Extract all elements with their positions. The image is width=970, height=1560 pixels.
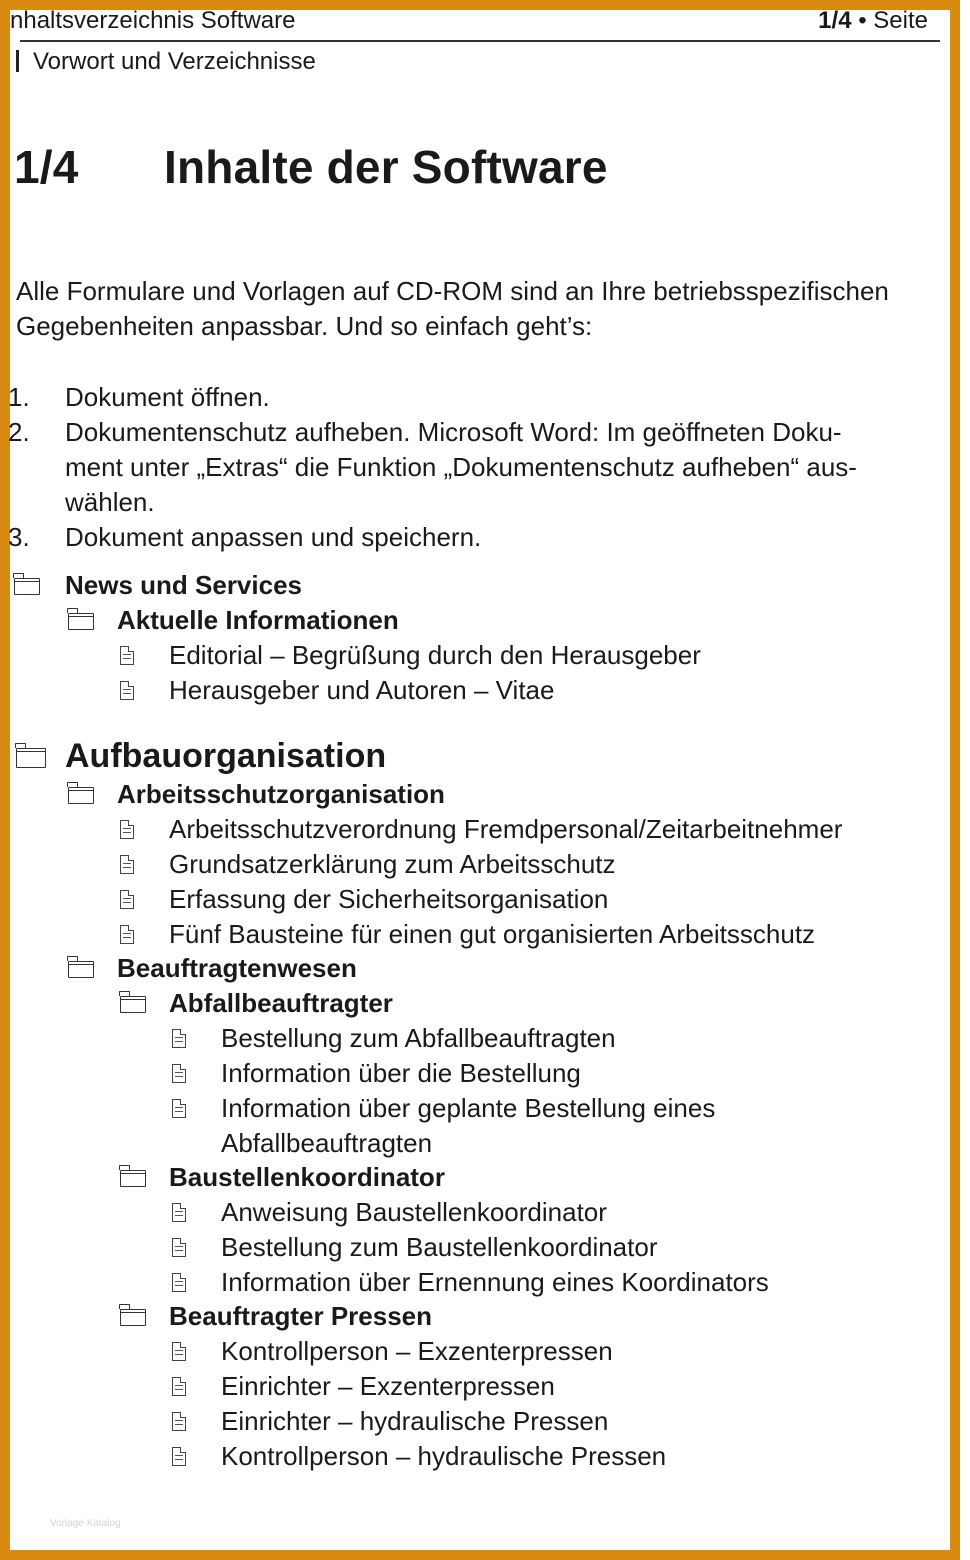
document-icon bbox=[172, 1273, 186, 1292]
folder-icon bbox=[120, 1170, 146, 1187]
tree-document: Information über die Bestellung bbox=[221, 1058, 581, 1088]
document-icon bbox=[172, 1203, 186, 1222]
tree-folder-beauftragten: Beauftragtenwesen bbox=[117, 953, 357, 983]
step-number: 3. bbox=[8, 522, 30, 552]
tree-document: Information über geplante Bestellung eines bbox=[221, 1093, 716, 1123]
tree-document: Grundsatzerklärung zum Arbeitsschutz bbox=[169, 849, 616, 879]
tree-folder-pressen: Beauftragter Pressen bbox=[169, 1301, 432, 1331]
step-text: Dokument öffnen. bbox=[65, 382, 270, 412]
document-icon bbox=[172, 1377, 186, 1396]
tree-folder-aufbau: Aufbauorganisation bbox=[65, 737, 387, 775]
step-number: 2. bbox=[8, 417, 30, 447]
section-bar bbox=[16, 50, 19, 72]
header-rule bbox=[20, 40, 940, 42]
tree-folder-arbeitsschutz: Arbeitsschutzorganisation bbox=[117, 779, 445, 809]
tree-document: Bestellung zum Baustellenkoordinator bbox=[221, 1232, 658, 1262]
running-header-page bbox=[818, 4, 928, 38]
step-number: 1. bbox=[8, 382, 30, 412]
tree-document: Arbeitsschutzverordnung Fremdpersonal/Zeitarbeitnehmer bbox=[169, 814, 843, 844]
document-icon bbox=[120, 681, 134, 700]
document-icon bbox=[120, 820, 134, 839]
document-icon bbox=[120, 646, 134, 665]
tree-document: Information über Ernennung eines Koordinators bbox=[221, 1267, 769, 1297]
tree-folder-baustelle: Baustellenkoordinator bbox=[169, 1162, 445, 1192]
intro-line: Gegebenheiten anpassbar. Und so einfach geht’s: bbox=[16, 311, 593, 341]
running-header bbox=[10, 4, 940, 38]
folder-icon bbox=[14, 578, 40, 595]
document-icon bbox=[120, 890, 134, 909]
document-icon bbox=[120, 925, 134, 944]
tree-folder-abfall: Abfallbeauftragter bbox=[169, 988, 393, 1018]
tree-document: Erfassung der Sicherheitsorganisation bbox=[169, 884, 609, 914]
step-item bbox=[8, 380, 970, 415]
step-text: Dokumentenschutz aufheben. Microsoft Word: Im geöffneten Doku- bbox=[65, 417, 842, 447]
tree-document: Einrichter – hydraulische Pressen bbox=[221, 1406, 609, 1436]
step-text: wählen. bbox=[65, 487, 155, 517]
chapter-heading bbox=[14, 140, 608, 194]
running-header-page-label: • Seite bbox=[851, 7, 928, 34]
tree-document: Fünf Bausteine für einen gut organisierten Arbeitsschutz bbox=[169, 919, 816, 949]
document-icon bbox=[172, 1342, 186, 1361]
running-header-title: nhaltsverzeichnis Software bbox=[10, 7, 296, 34]
document-icon bbox=[172, 1447, 186, 1466]
steps-list bbox=[8, 380, 970, 555]
intro-line: Alle Formulare und Vorlagen auf CD-ROM sind an Ihre betriebsspezifischen bbox=[16, 276, 889, 306]
tree-document: Editorial – Begrüßung durch den Herausgeber bbox=[169, 640, 701, 670]
folder-icon bbox=[68, 961, 94, 978]
folder-icon bbox=[68, 787, 94, 804]
tree-document-continuation: Abfallbeauftragten bbox=[221, 1128, 433, 1158]
document-icon bbox=[172, 1064, 186, 1083]
intro-paragraph bbox=[16, 274, 966, 344]
tree-document: Bestellung zum Abfallbeauftragten bbox=[221, 1023, 616, 1053]
folder-icon bbox=[16, 748, 46, 768]
tree-folder-news: News und Services bbox=[65, 570, 302, 600]
tree-document: Herausgeber und Autoren – Vitae bbox=[169, 675, 555, 705]
step-item bbox=[8, 415, 970, 520]
section-label: Vorwort und Verzeichnisse bbox=[33, 48, 316, 75]
document-icon bbox=[172, 1412, 186, 1431]
section-title bbox=[16, 48, 316, 76]
tree-document: Einrichter – Exzenterpressen bbox=[221, 1371, 555, 1401]
chapter-title: Inhalte der Software bbox=[164, 141, 608, 193]
tree-document: Kontrollperson – hydraulische Pressen bbox=[221, 1441, 667, 1471]
document-page bbox=[8, 7, 940, 1540]
folder-icon bbox=[120, 1309, 146, 1326]
folder-icon bbox=[68, 613, 94, 630]
step-item bbox=[8, 520, 970, 555]
step-text: Dokument anpassen und speichern. bbox=[65, 522, 482, 552]
step-text: ment unter „Extras“ die Funktion „Dokumentenschutz aufheben“ aus- bbox=[65, 452, 857, 482]
watermark: Vorlage Katalog bbox=[50, 1518, 121, 1529]
chapter-number: 1/4 bbox=[14, 141, 79, 193]
document-icon bbox=[172, 1029, 186, 1048]
tree-folder-aktuelle: Aktuelle Informationen bbox=[117, 605, 399, 635]
document-icon bbox=[120, 855, 134, 874]
document-icon bbox=[172, 1238, 186, 1257]
tree-document: Kontrollperson – Exzenterpressen bbox=[221, 1336, 613, 1366]
tree-document: Anweisung Baustellenkoordinator bbox=[221, 1197, 607, 1227]
document-icon bbox=[172, 1099, 186, 1118]
folder-icon bbox=[120, 996, 146, 1013]
running-header-page-number: 1/4 bbox=[818, 7, 852, 34]
